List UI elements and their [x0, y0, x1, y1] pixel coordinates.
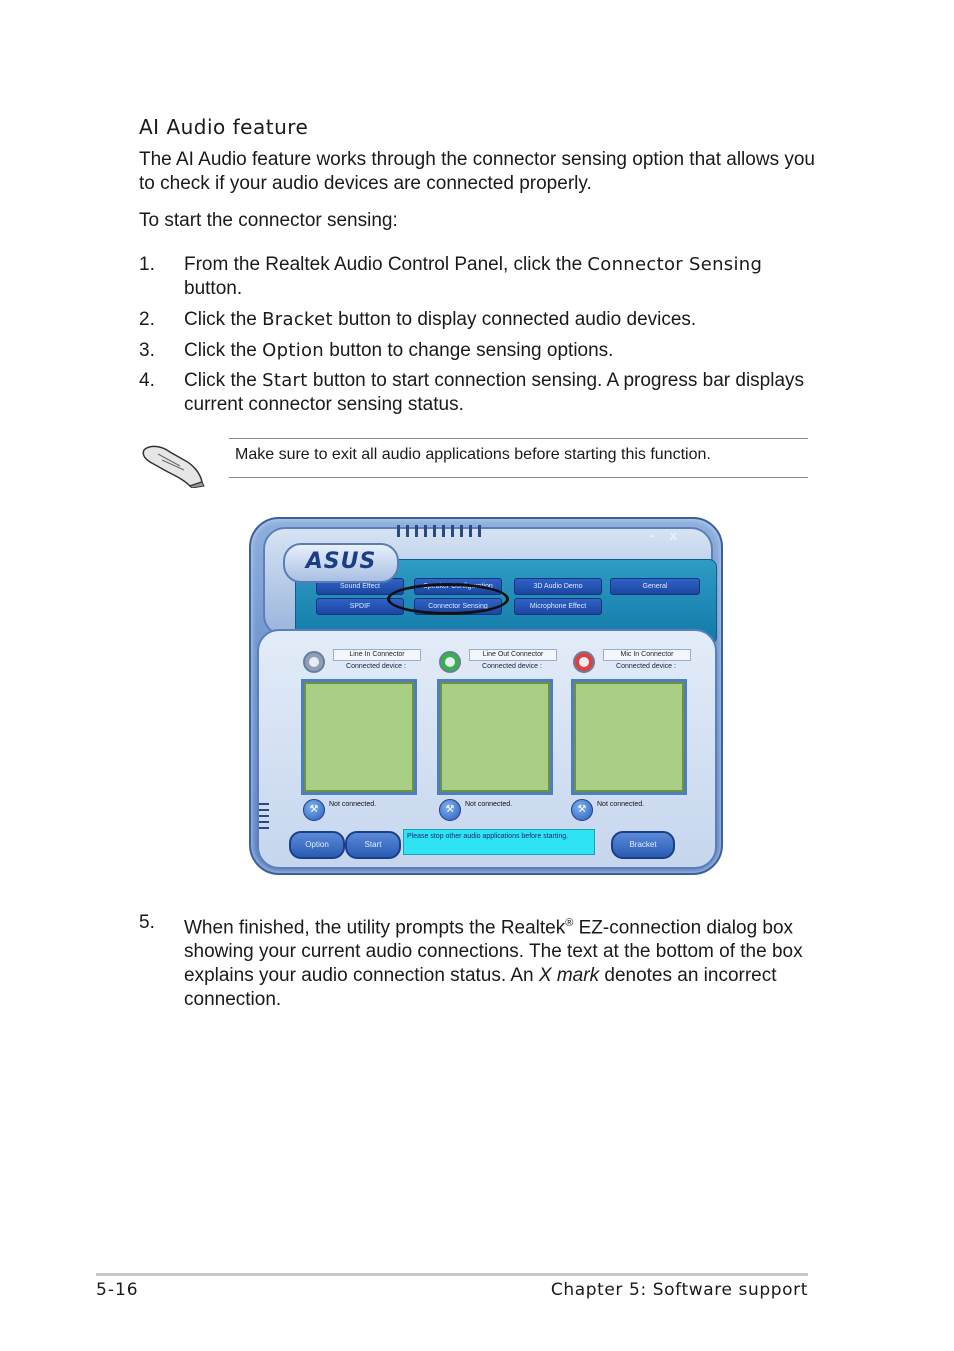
tab-3d-audio-demo[interactable]: 3D Audio Demo	[514, 578, 602, 595]
top-panel	[263, 527, 713, 637]
highlight-ring	[387, 583, 509, 615]
tab-connector-sensing[interactable]: Connector Sensing	[414, 598, 502, 615]
term: Connector Sensing	[587, 254, 763, 275]
footer-rule	[96, 1273, 808, 1276]
step-text: Click the Option button to change sensing options.	[184, 340, 614, 361]
note-text: Make sure to exit all audio applications before starting this function.	[235, 446, 711, 463]
connector-status: Not connected.	[465, 801, 513, 808]
step-text: Click the Start button to start connection sensing. A progress bar displays current connector sensing status.	[184, 370, 805, 415]
line-out-jack-icon	[439, 651, 461, 673]
asus-logo: ASUS	[283, 543, 399, 583]
step-number: 3.	[139, 340, 155, 361]
tab-speaker-configuration[interactable]: Speaker Configuration	[414, 578, 502, 595]
connector-status: Not connected.	[329, 801, 377, 808]
bracket-button[interactable]: Bracket	[611, 831, 675, 859]
connector-display	[301, 679, 417, 795]
chapter-title: Chapter 5: Software support	[550, 1280, 808, 1300]
step-number: 2.	[139, 309, 155, 330]
step-number: 5.	[139, 912, 155, 933]
tab-spdif[interactable]: SPDIF	[316, 598, 404, 615]
wrench-icon[interactable]: ⚒	[439, 799, 461, 821]
wrench-icon[interactable]: ⚒	[303, 799, 325, 821]
step-text: Click the Bracket button to display connected audio devices.	[184, 309, 697, 330]
section-title: AI Audio feature	[139, 115, 309, 139]
lead-in-text: To start the connector sensing:	[139, 210, 398, 231]
window-controls[interactable]: - x	[649, 527, 684, 543]
mic-in-jack-icon	[573, 651, 595, 673]
tab-microphone-effect[interactable]: Microphone Effect	[514, 598, 602, 615]
term: Start	[262, 370, 308, 391]
status-message: Please stop other audio applications before starting.	[403, 829, 595, 855]
step-text: When finished, the utility prompts the Realtek® EZ-connection dialog box showing your current audio connections. The text at the bottom of the box explains your audio connection status. An X mark denotes an incorrect connection.	[184, 917, 803, 1011]
connector-label: Line In Connector	[333, 649, 421, 661]
tab-general[interactable]: General	[610, 578, 700, 595]
hand-note-icon	[140, 438, 206, 488]
intro-paragraph: The AI Audio feature works through the connector sensing option that allows you to check if your audio devices are connected properly.	[139, 149, 815, 194]
connected-device-label: Connected device :	[346, 663, 406, 670]
term: Option	[262, 340, 325, 361]
start-button[interactable]: Start	[345, 831, 401, 859]
connected-device-label: Connected device :	[482, 663, 542, 670]
connector-label: Mic In Connector	[603, 649, 691, 661]
line-in-jack-icon	[303, 651, 325, 673]
side-grip	[259, 803, 269, 829]
connector-display	[571, 679, 687, 795]
connector-label: Line Out Connector	[469, 649, 557, 661]
connector-display	[437, 679, 553, 795]
step-text: From the Realtek Audio Control Panel, click the Connector Sensing button.	[184, 254, 763, 299]
wrench-icon[interactable]: ⚒	[571, 799, 593, 821]
step-number: 1.	[139, 254, 155, 275]
step-number: 4.	[139, 370, 155, 391]
connector-status: Not connected.	[597, 801, 645, 808]
connected-device-label: Connected device :	[616, 663, 676, 670]
tab-sound-effect[interactable]: Sound Effect	[316, 578, 404, 595]
grip-handle[interactable]	[397, 525, 487, 537]
term: Bracket	[262, 309, 333, 330]
realtek-audio-panel	[249, 517, 721, 873]
page-number: 5-16	[96, 1280, 139, 1300]
option-button[interactable]: Option	[289, 831, 345, 859]
